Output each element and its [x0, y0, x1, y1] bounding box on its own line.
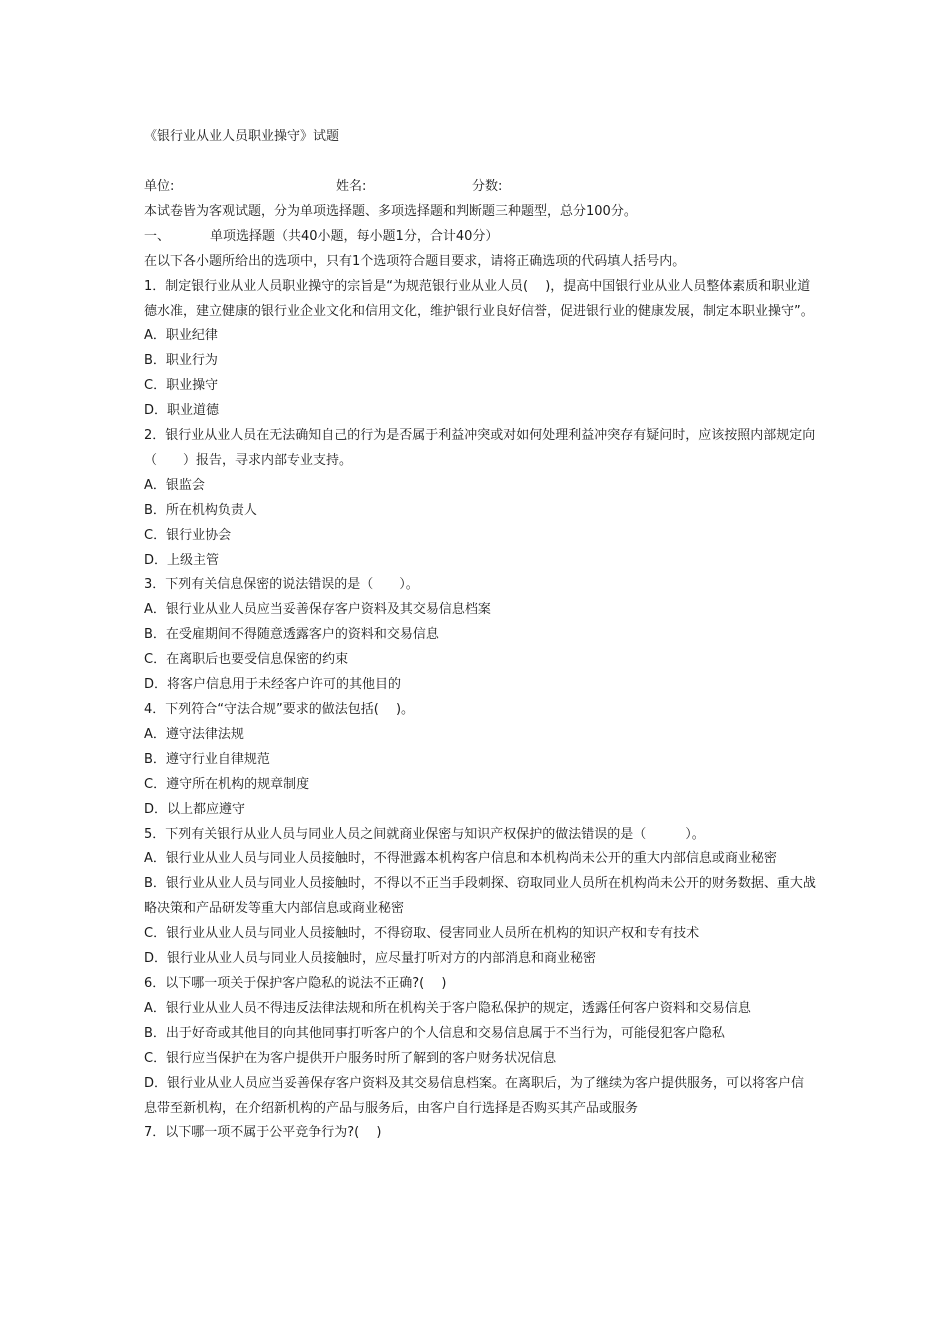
- option-d: D．以上都应遵守: [144, 801, 246, 817]
- question-4: [144, 698, 816, 823]
- option-d: D．银行业从业人员应当妥善保存客户资料及其交易信息档案。在离职后，为了继续为客户提供服务，可以将客户信息带至新机构，在介绍新机构的产品与服务后，由客户自行选择是否购买其产品或服务: [144, 1075, 805, 1116]
- document-title: 《银行业从业人员职业操守》试题: [144, 129, 340, 144]
- question-stem: 3．下列有关信息保密的说法错误的是（ ）。: [144, 577, 419, 593]
- option-c: C．银行业协会: [144, 527, 232, 543]
- option-a: A．银行业从业人员与同业人员接触时，不得泄露本机构客户信息和本机构尚未公开的重大内部信息或商业秘密: [144, 851, 777, 867]
- option-a: A．遵守法律法规: [144, 726, 244, 742]
- option-c: C．银行业从业人员与同业人员接触时，不得窃取、侵害同业人员所在机构的知识产权和专有技术: [144, 926, 700, 942]
- instructions-text: 在以下各小题所给出的选项中，只有1个选项符合题目要求，请将正确选项的代码填人括号内。: [144, 253, 686, 269]
- question-stem: 2．银行业从业人员在无法确知自己的行为是否属于利益冲突或对如何处理利益冲突存有疑问时，应该按照内部规定向（ ）报告，寻求内部专业支持。: [144, 428, 816, 468]
- name-label: 姓名:: [336, 179, 367, 194]
- section-number: 一、: [144, 228, 171, 244]
- intro-text: 本试卷皆为客观试题，分为单项选择题、多项选择题和判断题三种题型，总分100分。: [144, 203, 637, 219]
- question-5: [144, 823, 816, 972]
- document-page: [144, 125, 816, 1146]
- option-b: B．在受雇期间不得随意透露客户的资料和交易信息: [144, 627, 439, 643]
- option-d: D．上级主管: [144, 552, 220, 568]
- option-a: A．职业纪律: [144, 328, 218, 344]
- option-a: A．银监会: [144, 477, 205, 493]
- question-stem: 1．制定银行业从业人员职业操守的宗旨是“为规范银行业从业人员( )，提高中国银行业从业人员整体素质和职业道德水准，建立健康的银行业企业文化和信用文化，维护银行业良好信誉，促进银行业的健康发展，制定本职业操守”。: [144, 278, 814, 319]
- info-line: [144, 175, 816, 200]
- option-b: B．出于好奇或其他目的向其他同事打听客户的个人信息和交易信息属于不当行为，可能侵犯客户隐私: [144, 1025, 725, 1041]
- question-stem: 4．下列符合“守法合规”要求的做法包括( )。: [144, 702, 415, 718]
- option-a: A．银行业从业人员不得违反法律法规和所在机构关于客户隐私保护的规定，透露任何客户资料和交易信息: [144, 1000, 751, 1016]
- option-a: A．银行业从业人员应当妥善保存客户资料及其交易信息档案: [144, 602, 491, 618]
- option-b: B．所在机构负责人: [144, 502, 257, 518]
- option-c: C．在离职后也要受信息保密的约束: [144, 652, 349, 668]
- question-6: [144, 972, 816, 1121]
- question-2: [144, 424, 816, 573]
- option-d: D．职业道德: [144, 403, 220, 419]
- question-stem: 6．以下哪一项关于保护客户隐私的说法不正确?( ): [144, 975, 447, 991]
- section-heading: [144, 225, 816, 250]
- unit-label: 单位:: [144, 179, 175, 194]
- option-b: B．遵守行业自律规范: [144, 751, 270, 767]
- option-c: C．遵守所在机构的规章制度: [144, 776, 310, 792]
- question-1: [144, 275, 816, 424]
- question-stem: 5．下列有关银行从业人员与同业人员之间就商业保密与知识产权保护的做法错误的是（ ）。: [144, 826, 705, 842]
- option-b: B．职业行为: [144, 353, 218, 369]
- question-stem: 7．以下哪一项不属于公平竞争行为?( ): [144, 1125, 382, 1141]
- question-3: [144, 573, 816, 698]
- section-title: 单项选择题（共40小题，每小题1分，合计40分）: [210, 228, 499, 244]
- option-c: C．银行应当保护在为客户提供开户服务时所了解到的客户财务状况信息: [144, 1050, 557, 1066]
- option-d: D．银行业从业人员与同业人员接触时，应尽量打听对方的内部消息和商业秘密: [144, 951, 597, 967]
- option-c: C．职业操守: [144, 378, 219, 394]
- question-7: [144, 1121, 816, 1146]
- option-b: B．银行业从业人员与同业人员接触时，不得以不正当手段刺探、窃取同业人员所在机构尚未公开的财务数据、重大战略决策和产品研发等重大内部信息或商业秘密: [144, 876, 816, 917]
- score-label: 分数:: [472, 179, 503, 194]
- option-d: D．将客户信息用于未经客户许可的其他目的: [144, 677, 402, 693]
